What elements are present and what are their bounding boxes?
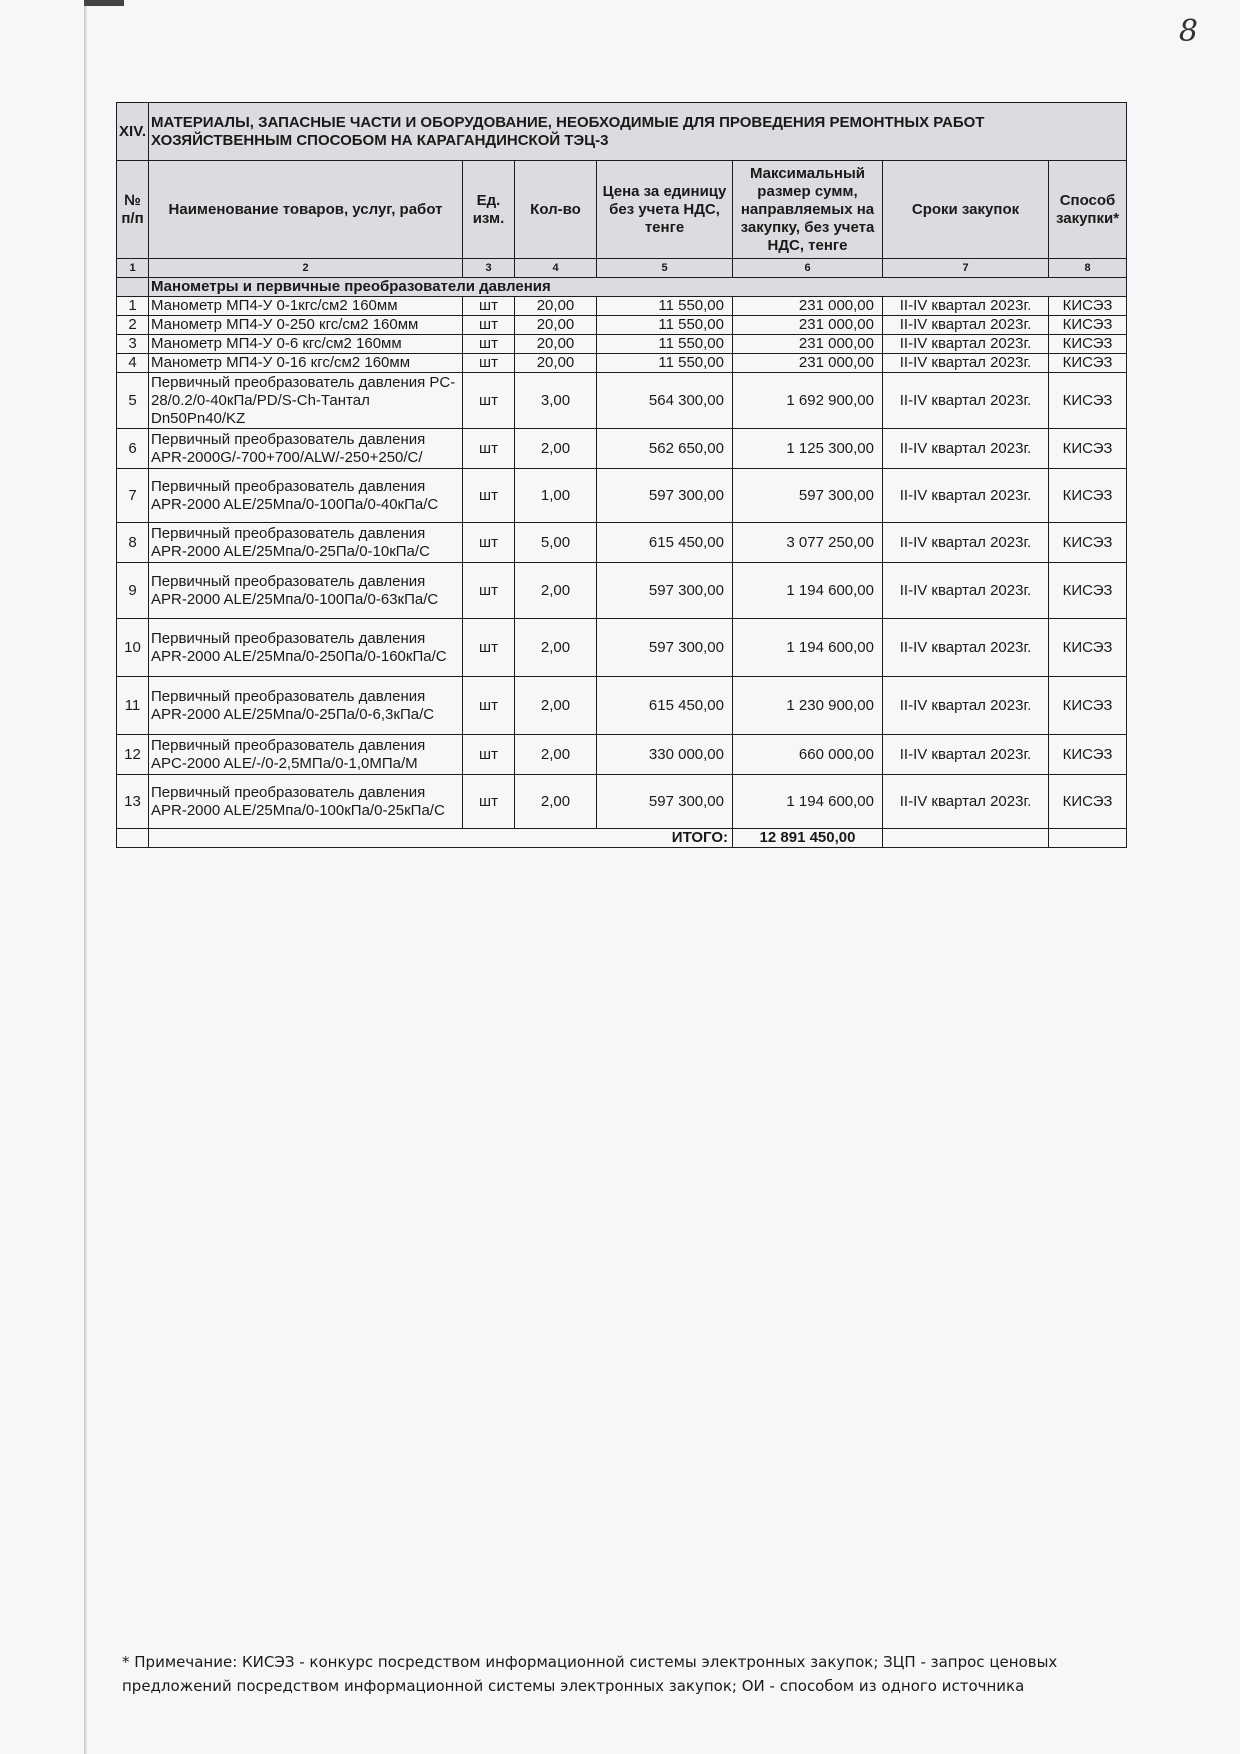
page-edge: [84, 0, 87, 1754]
cell-qty: 5,00: [515, 523, 597, 563]
cell-no: 13: [117, 775, 149, 829]
cell-name: Первичный преобразователь давления APR-2000G/-700+700/ALW/-250+250/C/: [149, 429, 463, 469]
cell-name: Первичный преобразователь давления APC-2000 ALE/-/0-2,5МПа/0-1,0МПа/М: [149, 735, 463, 775]
cell-unit: шт: [463, 316, 515, 335]
cell-qty: 20,00: [515, 316, 597, 335]
cell-period: II-IV квартал 2023г.: [883, 735, 1049, 775]
col-index: 7: [883, 259, 1049, 278]
cell-price: 597 300,00: [597, 775, 733, 829]
cell-unit: шт: [463, 735, 515, 775]
cell-method: КИСЭЗ: [1049, 429, 1127, 469]
cell-period: II-IV квартал 2023г.: [883, 775, 1049, 829]
table-row: [117, 677, 1127, 735]
col-index: 8: [1049, 259, 1127, 278]
cell-unit: шт: [463, 619, 515, 677]
cell-method: КИСЭЗ: [1049, 316, 1127, 335]
cell-name: Манометр МП4-У 0-6 кгс/см2 160мм: [149, 335, 463, 354]
table-row: [117, 469, 1127, 523]
cell-unit: шт: [463, 523, 515, 563]
cell-period: II-IV квартал 2023г.: [883, 619, 1049, 677]
cell-qty: 3,00: [515, 373, 597, 429]
col-index: 1: [117, 259, 149, 278]
cell-unit: шт: [463, 677, 515, 735]
cell-name: Первичный преобразователь давления APR-2000 ALE/25Мпа/0-100кПа/0-25кПа/С: [149, 775, 463, 829]
table-row: [117, 316, 1127, 335]
cell-no: 2: [117, 316, 149, 335]
col-index: 5: [597, 259, 733, 278]
col-index: 6: [733, 259, 883, 278]
section-number: XIV.: [117, 103, 149, 161]
table-row: [117, 775, 1127, 829]
cell-no: 12: [117, 735, 149, 775]
table-row: [117, 735, 1127, 775]
cell-price: 597 300,00: [597, 619, 733, 677]
cell-name: Первичный преобразователь давления APR-2000 ALE/25Мпа/0-100Па/0-63кПа/С: [149, 563, 463, 619]
cell-no: 3: [117, 335, 149, 354]
cell-no: 8: [117, 523, 149, 563]
cell-price: 11 550,00: [597, 297, 733, 316]
cell-period: II-IV квартал 2023г.: [883, 677, 1049, 735]
cell-sum: 231 000,00: [733, 354, 883, 373]
cell-price: 11 550,00: [597, 335, 733, 354]
cell-sum: 1 125 300,00: [733, 429, 883, 469]
cell-no: 9: [117, 563, 149, 619]
cell-period: II-IV квартал 2023г.: [883, 354, 1049, 373]
cell-method: КИСЭЗ: [1049, 469, 1127, 523]
cell-unit: шт: [463, 469, 515, 523]
cell-sum: 597 300,00: [733, 469, 883, 523]
table-row: [117, 523, 1127, 563]
group-title: Манометры и первичные преобразователи давления: [149, 278, 1127, 297]
table-row: [117, 354, 1127, 373]
cell-name: Манометр МП4-У 0-250 кгс/см2 160мм: [149, 316, 463, 335]
cell-sum: 1 194 600,00: [733, 619, 883, 677]
cell-method: КИСЭЗ: [1049, 775, 1127, 829]
page-fold-mark: [84, 0, 124, 6]
cell-no: 4: [117, 354, 149, 373]
cell-qty: 2,00: [515, 619, 597, 677]
footnote: * Примечание: КИСЭЗ - конкурс посредством информационной системы электронных закупок; ЗЦП - запрос ценовых предложений посредством информационной системы электронных закупок; ОИ - способом из одного источника: [122, 1653, 1058, 1695]
cell-method: КИСЭЗ: [1049, 735, 1127, 775]
column-index-row: [117, 259, 1127, 278]
table-row: [117, 297, 1127, 316]
cell-no: 10: [117, 619, 149, 677]
cell-unit: шт: [463, 354, 515, 373]
cell-method: КИСЭЗ: [1049, 354, 1127, 373]
col-header-price: Цена за единицу без учета НДС, тенге: [597, 161, 733, 259]
cell-qty: 2,00: [515, 563, 597, 619]
col-header-qty: Кол-во: [515, 161, 597, 259]
cell-price: 597 300,00: [597, 563, 733, 619]
cell-no: 11: [117, 677, 149, 735]
cell-price: 11 550,00: [597, 316, 733, 335]
cell-qty: 20,00: [515, 354, 597, 373]
col-header-unit: Ед. изм.: [463, 161, 515, 259]
cell-unit: шт: [463, 297, 515, 316]
cell-sum: 1 692 900,00: [733, 373, 883, 429]
cell-no: 5: [117, 373, 149, 429]
cell-sum: 231 000,00: [733, 335, 883, 354]
total-label: ИТОГО:: [149, 829, 733, 848]
cell-price: 562 650,00: [597, 429, 733, 469]
table-row: [117, 373, 1127, 429]
cell-qty: 2,00: [515, 677, 597, 735]
cell-sum: 1 194 600,00: [733, 563, 883, 619]
cell-unit: шт: [463, 373, 515, 429]
cell-qty: 1,00: [515, 469, 597, 523]
cell-period: II-IV квартал 2023г.: [883, 563, 1049, 619]
cell-method: КИСЭЗ: [1049, 297, 1127, 316]
cell-period: II-IV квартал 2023г.: [883, 523, 1049, 563]
cell-method: КИСЭЗ: [1049, 563, 1127, 619]
col-index: 2: [149, 259, 463, 278]
cell-no: 6: [117, 429, 149, 469]
table-row: [117, 619, 1127, 677]
col-header-sum: Максимальный размер сумм, направляемых на закупку, без учета НДС, тенге: [733, 161, 883, 259]
col-header-method: Способ закупки*: [1049, 161, 1127, 259]
col-header-period: Сроки закупок: [883, 161, 1049, 259]
cell-price: 11 550,00: [597, 354, 733, 373]
cell-method: КИСЭЗ: [1049, 523, 1127, 563]
cell-qty: 20,00: [515, 297, 597, 316]
cell-unit: шт: [463, 429, 515, 469]
cell-qty: 2,00: [515, 429, 597, 469]
cell-period: II-IV квартал 2023г.: [883, 429, 1049, 469]
cell-qty: 20,00: [515, 335, 597, 354]
cell-price: 564 300,00: [597, 373, 733, 429]
cell-unit: шт: [463, 335, 515, 354]
cell-method: КИСЭЗ: [1049, 373, 1127, 429]
col-index: 3: [463, 259, 515, 278]
cell-method: КИСЭЗ: [1049, 335, 1127, 354]
cell-sum: 231 000,00: [733, 316, 883, 335]
cell-sum: 231 000,00: [733, 297, 883, 316]
cell-price: 597 300,00: [597, 469, 733, 523]
total-row: [117, 829, 1127, 848]
cell-price: 615 450,00: [597, 677, 733, 735]
total-value: 12 891 450,00: [733, 829, 883, 848]
table-row: [117, 429, 1127, 469]
table-row: [117, 335, 1127, 354]
cell-period: II-IV квартал 2023г.: [883, 373, 1049, 429]
cell-unit: шт: [463, 563, 515, 619]
cell-name: Первичный преобразователь давления PC-28/0.2/0-40кПа/PD/S-Ch-Тантал Dn50Pn40/KZ: [149, 373, 463, 429]
cell-name: Манометр МП4-У 0-16 кгс/см2 160мм: [149, 354, 463, 373]
cell-method: КИСЭЗ: [1049, 619, 1127, 677]
cell-name: Первичный преобразователь давления APR-2000 ALE/25Мпа/0-25Па/0-10кПа/С: [149, 523, 463, 563]
cell-name: Первичный преобразователь давления APR-2000 ALE/25Мпа/0-100Па/0-40кПа/С: [149, 469, 463, 523]
group-row: [117, 278, 1127, 297]
cell-qty: 2,00: [515, 735, 597, 775]
cell-period: II-IV квартал 2023г.: [883, 335, 1049, 354]
procurement-table: [116, 102, 1127, 848]
cell-sum: 1 230 900,00: [733, 677, 883, 735]
cell-no: 7: [117, 469, 149, 523]
cell-unit: шт: [463, 775, 515, 829]
cell-sum: 3 077 250,00: [733, 523, 883, 563]
cell-name: Манометр МП4-У 0-1кгс/см2 160мм: [149, 297, 463, 316]
cell-sum: 1 194 600,00: [733, 775, 883, 829]
page-number: 8: [1178, 14, 1198, 49]
cell-qty: 2,00: [515, 775, 597, 829]
column-header-row: [117, 161, 1127, 259]
col-index: 4: [515, 259, 597, 278]
col-header-name: Наименование товаров, услуг, работ: [149, 161, 463, 259]
cell-name: Первичный преобразователь давления APR-2000 ALE/25Мпа/0-25Па/0-6,3кПа/С: [149, 677, 463, 735]
section-title: МАТЕРИАЛЫ, ЗАПАСНЫЕ ЧАСТИ И ОБОРУДОВАНИЕ, НЕОБХОДИМЫЕ ДЛЯ ПРОВЕДЕНИЯ РЕМОНТНЫХ РАБОТ ХОЗЯЙСТВЕННЫМ СПОСОБОМ НА КАРАГАНДИНСКОЙ ТЭЦ-3: [149, 103, 1127, 161]
section-header-row: [117, 103, 1127, 161]
cell-name: Первичный преобразователь давления APR-2000 ALE/25Мпа/0-250Па/0-160кПа/С: [149, 619, 463, 677]
cell-price: 615 450,00: [597, 523, 733, 563]
cell-period: II-IV квартал 2023г.: [883, 297, 1049, 316]
cell-price: 330 000,00: [597, 735, 733, 775]
cell-method: КИСЭЗ: [1049, 677, 1127, 735]
cell-sum: 660 000,00: [733, 735, 883, 775]
col-header-number: № п/п: [117, 161, 149, 259]
table-row: [117, 563, 1127, 619]
cell-period: II-IV квартал 2023г.: [883, 469, 1049, 523]
cell-period: II-IV квартал 2023г.: [883, 316, 1049, 335]
cell-no: 1: [117, 297, 149, 316]
